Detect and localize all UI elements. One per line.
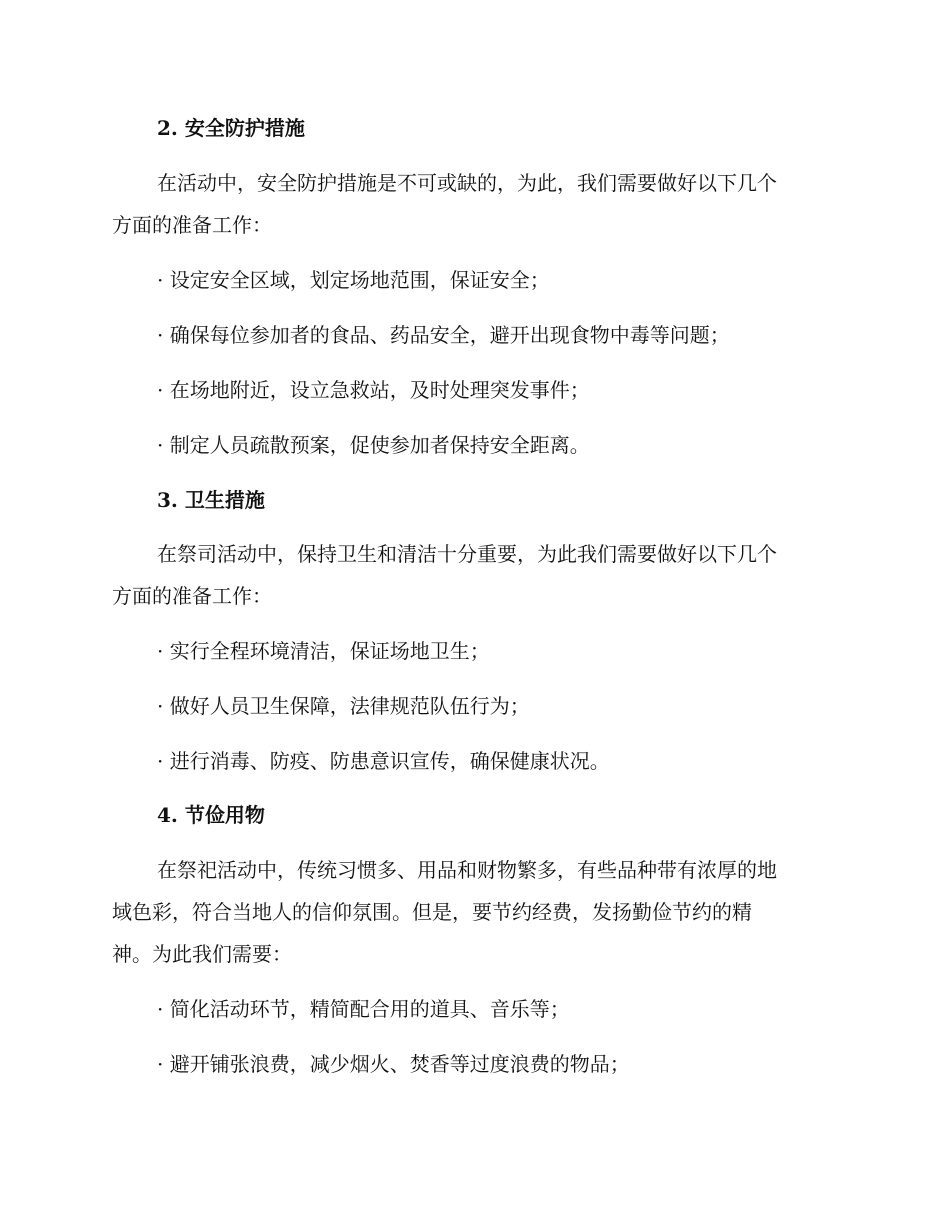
bullet-item: · 简化活动环节，精简配合用的道具、音乐等； <box>157 997 570 1021</box>
bullet-item: · 避开铺张浪费，减少烟火、焚香等过度浪费的物品； <box>157 1052 630 1076</box>
bullet-item: · 设定安全区域，划定场地范围，保证安全； <box>157 268 550 292</box>
paragraph-line: 在祭祀活动中，传统习惯多、用品和财物繁多，有些品种带有浓厚的地 <box>157 858 777 882</box>
paragraph-line: 在祭司活动中，保持卫生和清洁十分重要，为此我们需要做好以下几个 <box>157 542 777 566</box>
paragraph-line: 方面的准备工作： <box>112 213 272 237</box>
bullet-item: · 在场地附近，设立急救站，及时处理突发事件； <box>157 378 590 402</box>
paragraph-line: 域色彩，符合当地人的信仰氛围。但是，要节约经费，发扬勤俭节约的精 <box>112 900 752 924</box>
section-heading: 4. 节俭用物 <box>157 803 265 827</box>
bullet-item: · 制定人员疏散预案，促使参加者保持安全距离。 <box>157 433 590 457</box>
paragraph-line: 在活动中，安全防护措施是不可或缺的，为此，我们需要做好以下几个 <box>157 171 777 195</box>
bullet-item: · 确保每位参加者的食品、药品安全，避开出现食物中毒等问题； <box>157 323 730 347</box>
bullet-item: · 做好人员卫生保障，法律规范队伍行为； <box>157 694 530 718</box>
section-heading: 2. 安全防护措施 <box>157 116 305 140</box>
bullet-item: · 实行全程环境清洁，保证场地卫生； <box>157 639 490 663</box>
section-heading: 3. 卫生措施 <box>157 488 265 512</box>
paragraph-line: 神。为此我们需要： <box>112 942 292 966</box>
paragraph-line: 方面的准备工作： <box>112 584 272 608</box>
bullet-item: · 进行消毒、防疫、防患意识宣传，确保健康状况。 <box>157 749 610 773</box>
